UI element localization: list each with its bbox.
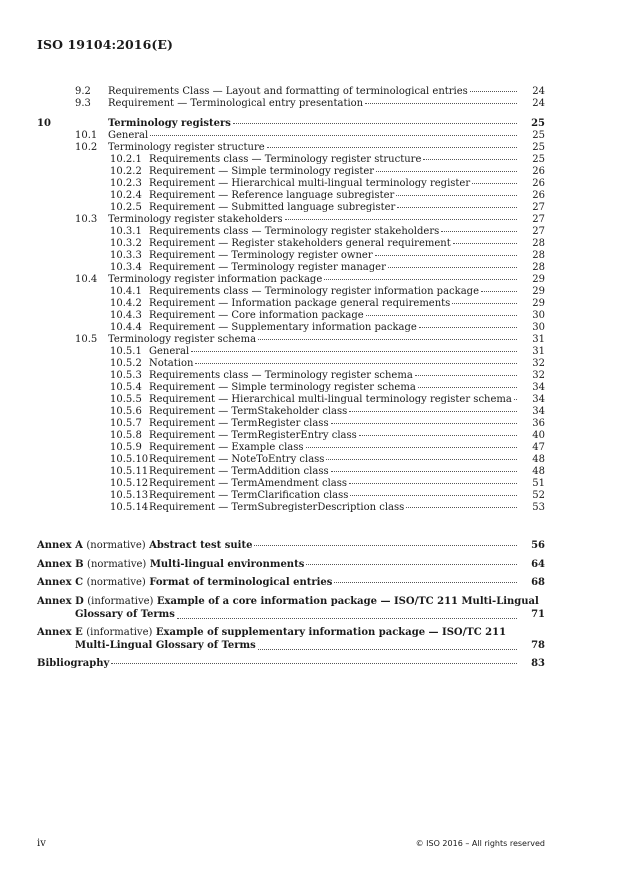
toc-entry-title — [149, 382, 519, 394]
toc-entry-page: 26 — [532, 166, 545, 177]
toc-entry-title — [149, 262, 519, 274]
toc-entry[interactable] — [0, 418, 545, 430]
toc-entry-number: 10.5.10 — [110, 454, 149, 465]
annex-second-line — [75, 609, 519, 621]
toc-entry-number: 10 — [37, 118, 51, 129]
toc-entry[interactable] — [0, 166, 545, 178]
toc-entry[interactable] — [0, 346, 545, 358]
toc-entry[interactable] — [0, 238, 545, 250]
toc-entry-text: Terminology register stakeholders — [108, 214, 283, 225]
toc-entry-title — [149, 346, 519, 358]
annex-page: 68 — [531, 577, 545, 588]
toc-entry[interactable] — [0, 334, 545, 346]
dot-leader — [418, 386, 517, 388]
toc-entry-number: 10.2 — [75, 142, 98, 153]
toc-entry-text: Requirement — Reference language subregister — [149, 190, 395, 201]
toc-entry-number: 10.3.2 — [110, 238, 142, 249]
toc-entry-text: Requirement — TermRegister class — [149, 418, 329, 429]
toc-entry[interactable] — [0, 430, 545, 442]
toc-entry-page: 36 — [532, 418, 545, 429]
toc-entry-number: 10.1 — [75, 130, 98, 141]
toc-entry-text: Requirement — Supplementary information package — [149, 322, 417, 333]
toc-entry[interactable] — [0, 406, 545, 418]
toc-entry-number: 10.5.14 — [110, 502, 149, 513]
dot-leader — [191, 350, 517, 352]
toc-entry-title — [149, 430, 519, 442]
toc-entry-number: 10.4.2 — [110, 298, 142, 309]
toc-entry-text: Requirement — TermSubregisterDescription class — [149, 502, 405, 513]
toc-entry-title — [149, 466, 519, 478]
toc-entry-number: 10.2.2 — [110, 166, 142, 177]
toc-entry-title — [108, 334, 519, 346]
toc-entry-title — [149, 310, 519, 322]
toc-entry-number: 10.5.13 — [110, 490, 149, 501]
dot-leader — [267, 146, 517, 148]
toc-entry[interactable] — [0, 190, 545, 202]
annex-label: Annex C — [37, 577, 84, 588]
toc-entry-page: 25 — [532, 142, 545, 153]
toc-entry[interactable] — [0, 382, 545, 394]
toc-entry-page: 30 — [532, 310, 545, 321]
toc-entry-text: Requirement — Hierarchical multi-lingual terminology register — [149, 178, 471, 189]
toc-entry-text: General — [108, 130, 149, 141]
toc-entry-text: Requirement — Hierarchical multi-lingual terminology register schema — [149, 394, 512, 405]
toc-entry-title — [149, 322, 519, 334]
toc-entry-number: 10.2.5 — [110, 202, 142, 213]
toc-entry[interactable] — [0, 298, 545, 310]
toc-entry-title — [149, 442, 519, 454]
toc-entry-title — [149, 502, 519, 514]
annex-text — [37, 658, 109, 670]
annex-type: (informative) — [87, 596, 154, 607]
dot-leader — [306, 446, 517, 448]
toc-entry-title — [108, 142, 519, 154]
toc-entry-number: 10.2.4 — [110, 190, 142, 201]
toc-entry[interactable] — [0, 262, 545, 274]
dot-leader — [376, 170, 517, 172]
dot-leader — [331, 422, 517, 424]
toc-entry-number: 10.5.5 — [110, 394, 142, 405]
copyright-notice: © ISO 2016 – All rights reserved — [415, 839, 545, 848]
toc-entry-text: Terminology register structure — [108, 142, 265, 153]
toc-entry-number: 10.2.3 — [110, 178, 142, 189]
annex-title: Example of a core information package — ISO/TC 211 Multi-Lingual — [156, 596, 539, 607]
dot-leader — [233, 122, 517, 124]
toc-entry-title — [149, 226, 519, 238]
toc-entry-number: 10.5.1 — [110, 346, 142, 357]
toc-entry[interactable] — [0, 322, 545, 334]
annex-line — [37, 559, 519, 571]
annex-type: (normative) — [86, 540, 146, 551]
toc-entry-page: 34 — [532, 382, 545, 393]
toc-entry[interactable] — [0, 226, 545, 238]
toc-entry-number: 9.3 — [75, 98, 91, 109]
toc-entry-text: Notation — [149, 358, 194, 369]
toc-entry[interactable] — [0, 454, 545, 466]
toc-entry[interactable] — [0, 214, 545, 226]
toc-entry[interactable] — [0, 202, 545, 214]
dot-leader — [177, 617, 517, 619]
toc-entry-number: 10.5.6 — [110, 406, 142, 417]
toc-entry-number: 10.4 — [75, 274, 98, 285]
annex-entry[interactable] — [0, 596, 545, 622]
dot-leader — [388, 266, 517, 268]
annex-line — [37, 577, 519, 589]
toc-entry-text: Requirement — Register stakeholders general requirement — [149, 238, 451, 249]
dot-leader — [419, 326, 517, 328]
toc-entry-title — [108, 214, 519, 226]
annex-line — [37, 658, 519, 670]
dot-leader — [365, 102, 517, 104]
toc-entry[interactable] — [0, 98, 545, 110]
dot-leader — [366, 314, 517, 316]
toc-entry[interactable] — [0, 490, 545, 502]
annex-page: 64 — [531, 559, 545, 570]
toc-entry-page: 51 — [532, 478, 545, 489]
annex-text — [37, 559, 304, 571]
toc-entry-page: 47 — [532, 442, 545, 453]
toc-entry-page: 32 — [532, 358, 545, 369]
dot-leader — [423, 158, 517, 160]
toc-entry-page: 24 — [532, 86, 545, 97]
toc-entry-title — [149, 454, 519, 466]
dot-leader — [415, 374, 517, 376]
annex-label: Annex E — [37, 627, 83, 638]
annex-label: Annex D — [37, 596, 84, 607]
toc-entry-title — [149, 286, 519, 298]
dot-leader — [258, 648, 517, 650]
toc-entry-page: 34 — [532, 394, 545, 405]
dot-leader — [150, 134, 517, 136]
toc-entry[interactable] — [0, 154, 545, 166]
toc-entry-page: 53 — [532, 502, 545, 513]
toc-entry[interactable] — [0, 370, 545, 382]
toc-entry-number: 10.3 — [75, 214, 98, 225]
dot-leader — [375, 254, 517, 256]
toc-entry[interactable] — [0, 286, 545, 298]
toc-entry[interactable] — [0, 442, 545, 454]
toc-entry-text: Terminology register information package — [108, 274, 323, 285]
toc-entry-title — [108, 86, 519, 98]
dot-leader — [350, 494, 517, 496]
dot-leader — [453, 242, 517, 244]
dot-leader — [349, 410, 517, 412]
toc-entry[interactable] — [0, 358, 545, 370]
toc-entry-title — [149, 178, 519, 190]
dot-leader — [111, 662, 517, 664]
toc-entry-number: 10.5.12 — [110, 478, 149, 489]
dot-leader — [195, 362, 517, 364]
toc-entry-title — [149, 478, 519, 490]
toc-entry-page: 40 — [532, 430, 545, 441]
toc-entry-title — [149, 358, 519, 370]
annex-entry[interactable] — [0, 559, 545, 571]
toc-entry-text: Terminology registers — [108, 118, 231, 129]
annex-entry[interactable] — [0, 540, 545, 552]
dot-leader — [441, 230, 517, 232]
annex-first-line — [37, 596, 539, 608]
toc-entry[interactable] — [0, 466, 545, 478]
toc-entry-text: Requirement — Information package general requirements — [149, 298, 451, 309]
toc-entry-text: Requirement — Example class — [149, 442, 304, 453]
toc-entry-title — [108, 98, 519, 110]
toc-entry-text: Requirement — Submitted language subregister — [149, 202, 396, 213]
toc-entry-number: 9.2 — [75, 86, 91, 97]
dot-leader — [324, 278, 517, 280]
toc-entry-number: 10.5.2 — [110, 358, 142, 369]
toc-entry[interactable] — [0, 130, 545, 142]
toc-entry-number: 10.2.1 — [110, 154, 142, 165]
toc-entry-title — [149, 418, 519, 430]
annex-entry[interactable] — [0, 577, 545, 589]
dot-leader — [481, 290, 517, 292]
toc-entry-number: 10.5.3 — [110, 370, 142, 381]
toc-entry[interactable] — [0, 502, 545, 514]
annex-page: 71 — [531, 609, 545, 620]
toc-entry[interactable] — [0, 478, 545, 490]
toc-entry-page: 28 — [532, 238, 545, 249]
toc-entry-title — [149, 202, 519, 214]
annex-type: (normative) — [87, 559, 147, 570]
toc-entry-page: 27 — [532, 226, 545, 237]
toc-entry-text: Terminology register schema — [108, 334, 257, 345]
toc-entry-page: 29 — [532, 274, 545, 285]
annex-title: Abstract test suite — [149, 540, 253, 551]
toc-entry-number: 10.5.8 — [110, 430, 142, 441]
toc-entry-number: 10.5.4 — [110, 382, 142, 393]
toc-entry-page: 31 — [532, 346, 545, 357]
toc-entry-page: 27 — [532, 202, 545, 213]
toc-entry-page: 28 — [532, 250, 545, 261]
toc-entry-page: 25 — [531, 118, 545, 129]
dot-leader — [472, 182, 517, 184]
toc-entry[interactable] — [0, 274, 545, 286]
toc-entry-number: 10.3.3 — [110, 250, 142, 261]
toc-entry-page: 52 — [532, 490, 545, 501]
toc-entry-page: 32 — [532, 370, 545, 381]
toc-entry-page: 29 — [532, 286, 545, 297]
dot-leader — [254, 544, 517, 546]
dot-leader — [470, 90, 517, 92]
toc-entry-page: 24 — [532, 98, 545, 109]
annex-entry[interactable] — [0, 658, 545, 670]
toc-entry-text: Requirement — Core information package — [149, 310, 364, 321]
toc-entry-page: 26 — [532, 190, 545, 201]
toc-entry-number: 10.5.11 — [110, 466, 149, 477]
toc-entry-text: Requirement — TermAmendment class — [149, 478, 348, 489]
toc-entry-title — [149, 250, 519, 262]
toc-entry-title — [149, 298, 519, 310]
toc-entry-number: 10.4.3 — [110, 310, 142, 321]
toc-entry-page: 30 — [532, 322, 545, 333]
annex-title: Example of supplementary information package — ISO/TC 211 — [155, 627, 507, 638]
annex-second-line — [75, 640, 519, 652]
toc-entry-text: Requirement — Simple terminology register schema — [149, 382, 416, 393]
annex-type: (informative) — [86, 627, 153, 638]
toc-entry-number: 10.4.1 — [110, 286, 142, 297]
dot-leader — [258, 338, 517, 340]
annex-type: (normative) — [86, 577, 146, 588]
dot-leader — [452, 302, 517, 304]
dot-leader — [406, 506, 517, 508]
annex-title-cont: Glossary of Terms — [75, 609, 175, 620]
annex-page: 83 — [531, 658, 545, 669]
toc-entry-page: 48 — [532, 466, 545, 477]
toc-entry-page: 34 — [532, 406, 545, 417]
toc-entry-title — [149, 370, 519, 382]
toc-entry-title — [149, 394, 519, 406]
toc-entry[interactable] — [0, 118, 545, 130]
toc-entry[interactable] — [0, 250, 545, 262]
toc-entry-text: Requirement — Terminology register owner — [149, 250, 373, 261]
toc-entry-text: General — [149, 346, 190, 357]
toc-entry-title — [149, 154, 519, 166]
toc-entry-text: Requirements class — Terminology register stakeholders — [149, 226, 440, 237]
dot-leader — [514, 398, 517, 400]
toc-entry-text: Requirement — TermClarification class — [149, 490, 349, 501]
annex-title: Format of terminological entries — [149, 577, 333, 588]
annex-label: Annex A — [37, 540, 83, 551]
toc-entry[interactable] — [0, 310, 545, 322]
toc-entry-number: 10.5 — [75, 334, 98, 345]
toc-entry-page: 26 — [532, 178, 545, 189]
toc-entry-number: 10.3.1 — [110, 226, 142, 237]
annex-label: Bibliography — [37, 658, 110, 669]
toc-entry-number: 10.3.4 — [110, 262, 142, 273]
dot-leader — [306, 563, 517, 565]
toc-entry-page: 27 — [532, 214, 545, 225]
toc-entry-title — [108, 118, 519, 130]
toc-entry-title — [108, 130, 519, 142]
toc-entry-page: 28 — [532, 262, 545, 273]
toc-entry-page: 31 — [532, 334, 545, 345]
annex-title-cont: Multi-Lingual Glossary of Terms — [75, 640, 256, 651]
toc-entry-title — [149, 406, 519, 418]
annex-text — [37, 540, 252, 552]
toc-entry-text: Requirement — TermAddition class — [149, 466, 329, 477]
annex-title: Multi-lingual environments — [149, 559, 305, 570]
toc-entry-text: Requirement — Simple terminology register — [149, 166, 375, 177]
toc-entry-title — [149, 490, 519, 502]
toc-entry-page: 48 — [532, 454, 545, 465]
dot-leader — [396, 194, 517, 196]
page-number: iv — [37, 838, 46, 849]
annex-first-line — [37, 627, 506, 639]
toc-entry-number: 10.5.9 — [110, 442, 142, 453]
toc-entry-text: Requirement — Terminology register manager — [149, 262, 386, 273]
dot-leader — [285, 218, 518, 220]
annex-label: Annex B — [37, 559, 84, 570]
toc-entry[interactable] — [0, 178, 545, 190]
toc-entry-text: Requirements Class — Layout and formatting of terminological entries — [108, 86, 468, 97]
dot-leader — [397, 206, 517, 208]
annex-line — [37, 540, 519, 552]
toc-entry-text: Requirement — NoteToEntry class — [149, 454, 325, 465]
toc-entry-number: 10.4.4 — [110, 322, 142, 333]
dot-leader — [331, 470, 517, 472]
toc-entry-number: 10.5.7 — [110, 418, 142, 429]
toc-entry-page: 25 — [532, 154, 545, 165]
toc-entry-text: Requirements class — Terminology register information package — [149, 286, 479, 297]
toc-entry-text: Requirement — Terminological entry presentation — [108, 98, 364, 109]
annex-entry[interactable] — [0, 627, 545, 653]
toc-entry-page: 29 — [532, 298, 545, 309]
toc-entry[interactable] — [0, 394, 545, 406]
dot-leader — [334, 581, 517, 583]
toc-entry-title — [149, 238, 519, 250]
dot-leader — [349, 482, 517, 484]
toc-entry-title — [108, 274, 519, 286]
annex-text — [37, 577, 332, 589]
toc-entry[interactable] — [0, 142, 545, 154]
dot-leader — [359, 434, 517, 436]
annex-page: 78 — [531, 640, 545, 651]
annex-page: 56 — [531, 540, 545, 551]
toc-entry-page: 25 — [532, 130, 545, 141]
document-id: ISO 19104:2016(E) — [37, 37, 174, 52]
toc-entry[interactable] — [0, 86, 545, 98]
toc-entry-text: Requirements class — Terminology register schema — [149, 370, 413, 381]
toc-entry-title — [149, 190, 519, 202]
toc-entry-text: Requirement — TermRegisterEntry class — [149, 430, 357, 441]
dot-leader — [326, 458, 517, 460]
toc-entry-text: Requirement — TermStakeholder class — [149, 406, 348, 417]
toc-entry-text: Requirements class — Terminology register structure — [149, 154, 422, 165]
toc-entry-title — [149, 166, 519, 178]
